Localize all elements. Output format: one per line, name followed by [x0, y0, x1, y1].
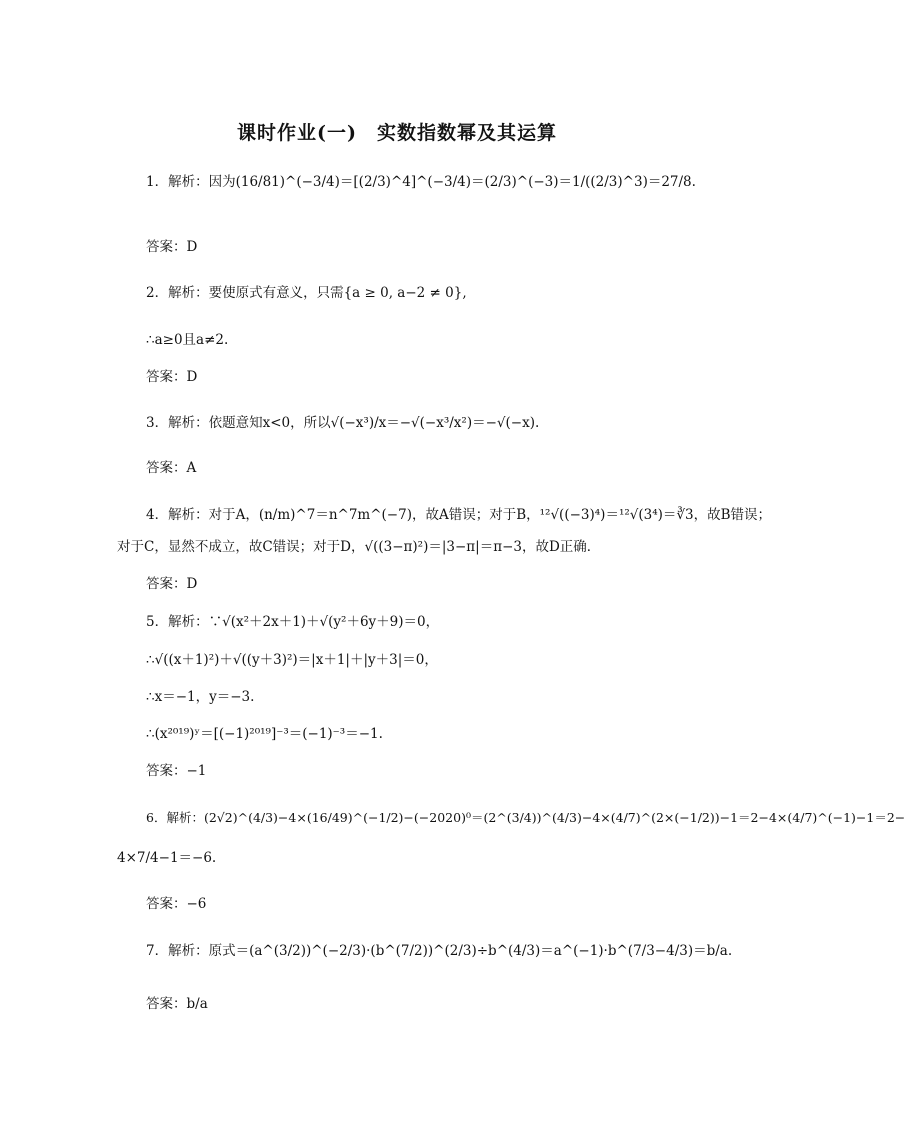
- item-2-solution: [146, 283, 467, 303]
- solution-text: 原式＝(a^(3/2))^(−2/3)·(b^(7/2))^(2/3)÷b^(4/3)＝a^(−1)·b^(7/3−4/3)＝b/a.: [208, 943, 733, 959]
- item-number: 7．: [146, 943, 169, 959]
- solution-label: 解析：: [168, 943, 209, 959]
- solution-text: 要使原式有意义，只需{a ≥ 0, a−2 ≠ 0},: [208, 285, 467, 301]
- page-title: 课时作业(一) 实数指数幂及其运算: [237, 122, 557, 144]
- item-5-answer: [146, 761, 206, 781]
- item-5-solution: [146, 612, 439, 632]
- item-4-solution: [146, 505, 771, 525]
- item-6-solution: [146, 808, 905, 828]
- answer-label: 答案：: [146, 896, 187, 912]
- answer-label: 答案：: [146, 763, 187, 779]
- item-7-answer: [146, 994, 208, 1014]
- item-2-conclusion: ∴a≥0且a≠2.: [146, 332, 229, 348]
- solution-label: 解析：: [168, 285, 209, 301]
- item-number: 4．: [146, 507, 169, 523]
- answer-label: 答案：: [146, 369, 187, 385]
- item-6-answer: [146, 894, 206, 914]
- item-number: 3．: [146, 415, 169, 431]
- item-5-step-4: ∴(x²⁰¹⁹)ʸ＝[(−1)²⁰¹⁹]⁻³＝(−1)⁻³＝−1.: [146, 726, 383, 742]
- item-number: 2．: [146, 285, 169, 301]
- solution-label: 解析：: [168, 507, 209, 523]
- answer-value: D: [186, 576, 198, 592]
- item-3-answer: [146, 458, 196, 478]
- answer-label: 答案：: [146, 460, 187, 476]
- solution-label: 解析：: [168, 174, 209, 190]
- item-5-step-2: ∴√((x＋1)²)＋√((y＋3)²)＝|x＋1|＋|y＋3|＝0，: [146, 652, 438, 668]
- item-1-solution: [146, 172, 696, 192]
- answer-label: 答案：: [146, 239, 187, 255]
- answer-value: D: [186, 369, 198, 385]
- solution-text: 依题意知x<0，所以√(−x³)/x＝−√(−x³/x²)＝−√(−x).: [208, 415, 540, 431]
- answer-value: −6: [186, 896, 207, 912]
- solution-text: (2√2)^(4/3)−4×(16/49)^(−1/2)−(−2020)⁰＝(2^(3/4))^(4/3)−4×(4/7)^(2×(−1/2))−1＝2−4×(4/7)^(−1)−1＝2−: [203, 810, 905, 825]
- item-4-answer: [146, 574, 197, 594]
- item-5-step-3: ∴x＝−1，y＝−3.: [146, 689, 255, 705]
- item-7-solution: [146, 941, 732, 961]
- answer-value: A: [186, 460, 197, 476]
- item-number: 5．: [146, 614, 169, 630]
- answer-label: 答案：: [146, 576, 187, 592]
- solution-text: ∵√(x²＋2x＋1)＋√(y²＋6y＋9)＝0，: [208, 614, 440, 630]
- solution-text: 对于A，(n/m)^7＝n^7m^(−7)，故A错误；对于B，¹²√((−3)⁴)＝¹²√(3⁴)＝∛3，故B错误；: [208, 507, 772, 523]
- item-6-solution-cont: 4×7/4−1＝−6.: [117, 850, 217, 866]
- item-2-answer: [146, 367, 197, 387]
- answer-label: 答案：: [146, 996, 187, 1012]
- item-4-solution-cont: 对于C，显然不成立，故C错误；对于D，√((3−π)²)＝|3−π|＝π−3，故D正确．: [117, 539, 601, 555]
- item-1-answer: [146, 237, 197, 257]
- item-number: 1．: [146, 174, 169, 190]
- solution-label: 解析：: [166, 810, 204, 825]
- answer-value: D: [186, 239, 198, 255]
- item-3-solution: [146, 413, 539, 433]
- solution-label: 解析：: [168, 614, 209, 630]
- answer-value: −1: [186, 763, 207, 779]
- answer-value: b/a: [186, 996, 208, 1012]
- solution-text: 因为(16/81)^(−3/4)＝[(2/3)^4]^(−3/4)＝(2/3)^(−3)＝1/((2/3)^3)＝27/8.: [208, 174, 696, 190]
- item-number: 6．: [146, 810, 167, 825]
- solution-label: 解析：: [168, 415, 209, 431]
